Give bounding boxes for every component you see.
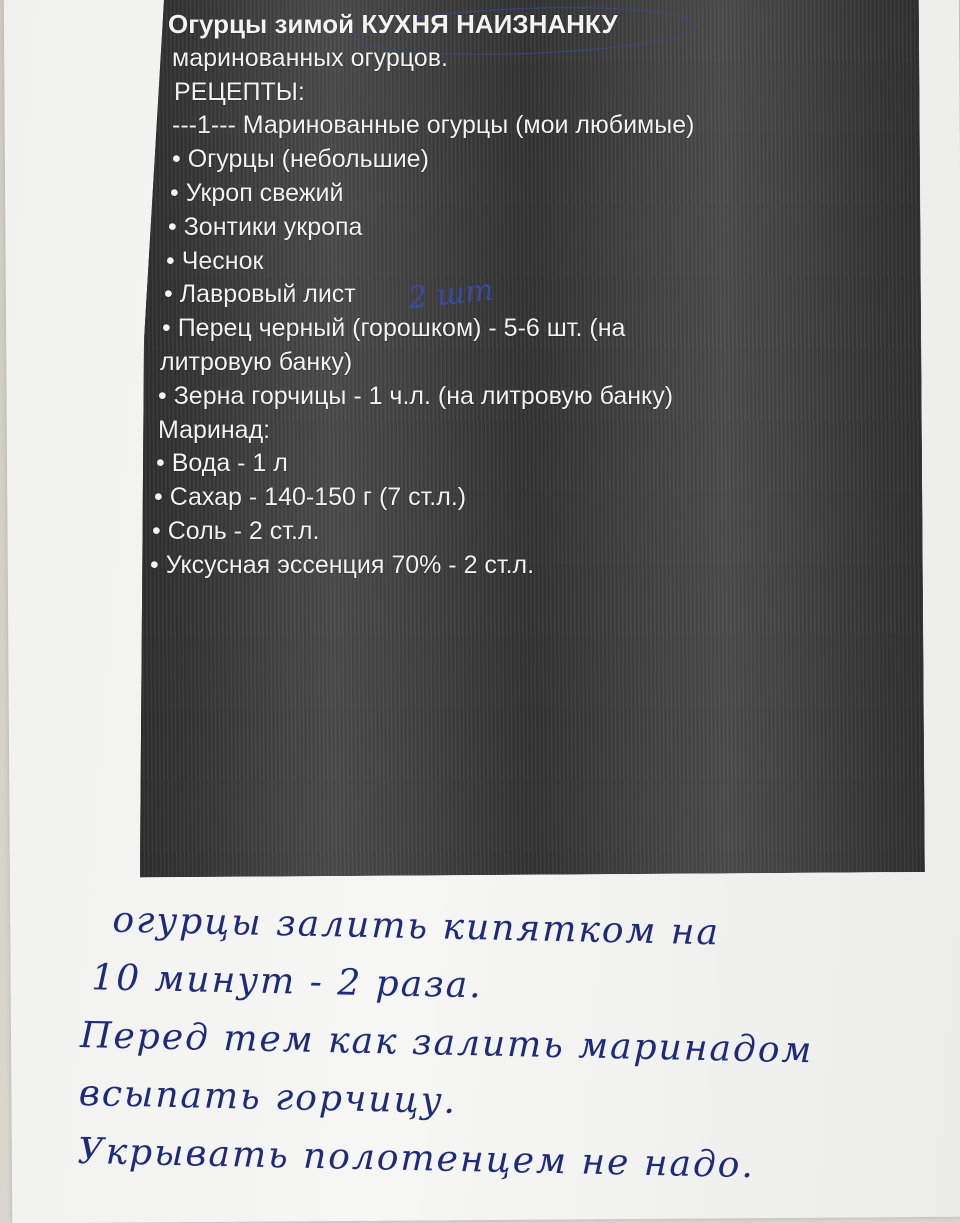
ingredient-item: • Зерна горчицы - 1 ч.л. (на литровую банку) xyxy=(158,381,674,410)
ingredient-item: • Укроп свежий xyxy=(170,178,344,207)
handwritten-line: всыпать горчицу. xyxy=(78,1072,458,1122)
ingredient-item: • Лавровый лист xyxy=(164,280,356,309)
handwritten-margin-note: 2 шт xyxy=(406,272,496,317)
marinade-heading: Маринад: xyxy=(158,415,271,444)
handwritten-line: 10 минут - 2 раза. xyxy=(90,957,484,1007)
handwritten-notes xyxy=(77,891,943,1199)
marinade-item: • Уксусная эссенция 70% - 2 ст.л. xyxy=(150,550,535,579)
handwritten-line: Перед тем как залить маринадом xyxy=(79,1014,814,1072)
recipe-title: Огурцы зимой КУХНЯ НАИЗНАНКУ xyxy=(168,9,618,39)
marinade-item: • Сахар - 140-150 г (7 ст.л.) xyxy=(154,483,467,512)
handwritten-line: Укрывать полотенцем не надо. xyxy=(77,1130,756,1187)
ingredient-item: • Чеснок xyxy=(166,246,264,275)
ingredient-item: • Огурцы (небольшие) xyxy=(172,145,429,174)
ingredient-item: • Перец черный (горошком) - 5-6 шт. (на xyxy=(162,314,626,343)
recipe-printout xyxy=(150,8,910,583)
recipe-line: ---1--- Маринованные огурцы (мои любимые) xyxy=(172,111,695,140)
ingredient-item: литровую банку) xyxy=(160,347,353,376)
recipe-line: маринованных огурцов. xyxy=(172,43,448,72)
ingredient-item: • Зонтики укропа xyxy=(168,212,363,241)
recipe-line: РЕЦЕПТЫ: xyxy=(174,77,305,106)
marinade-item: • Вода - 1 л xyxy=(156,449,288,478)
handwritten-line: огурцы залить кипятком на xyxy=(112,899,721,954)
marinade-item: • Соль - 2 ст.л. xyxy=(152,516,320,545)
